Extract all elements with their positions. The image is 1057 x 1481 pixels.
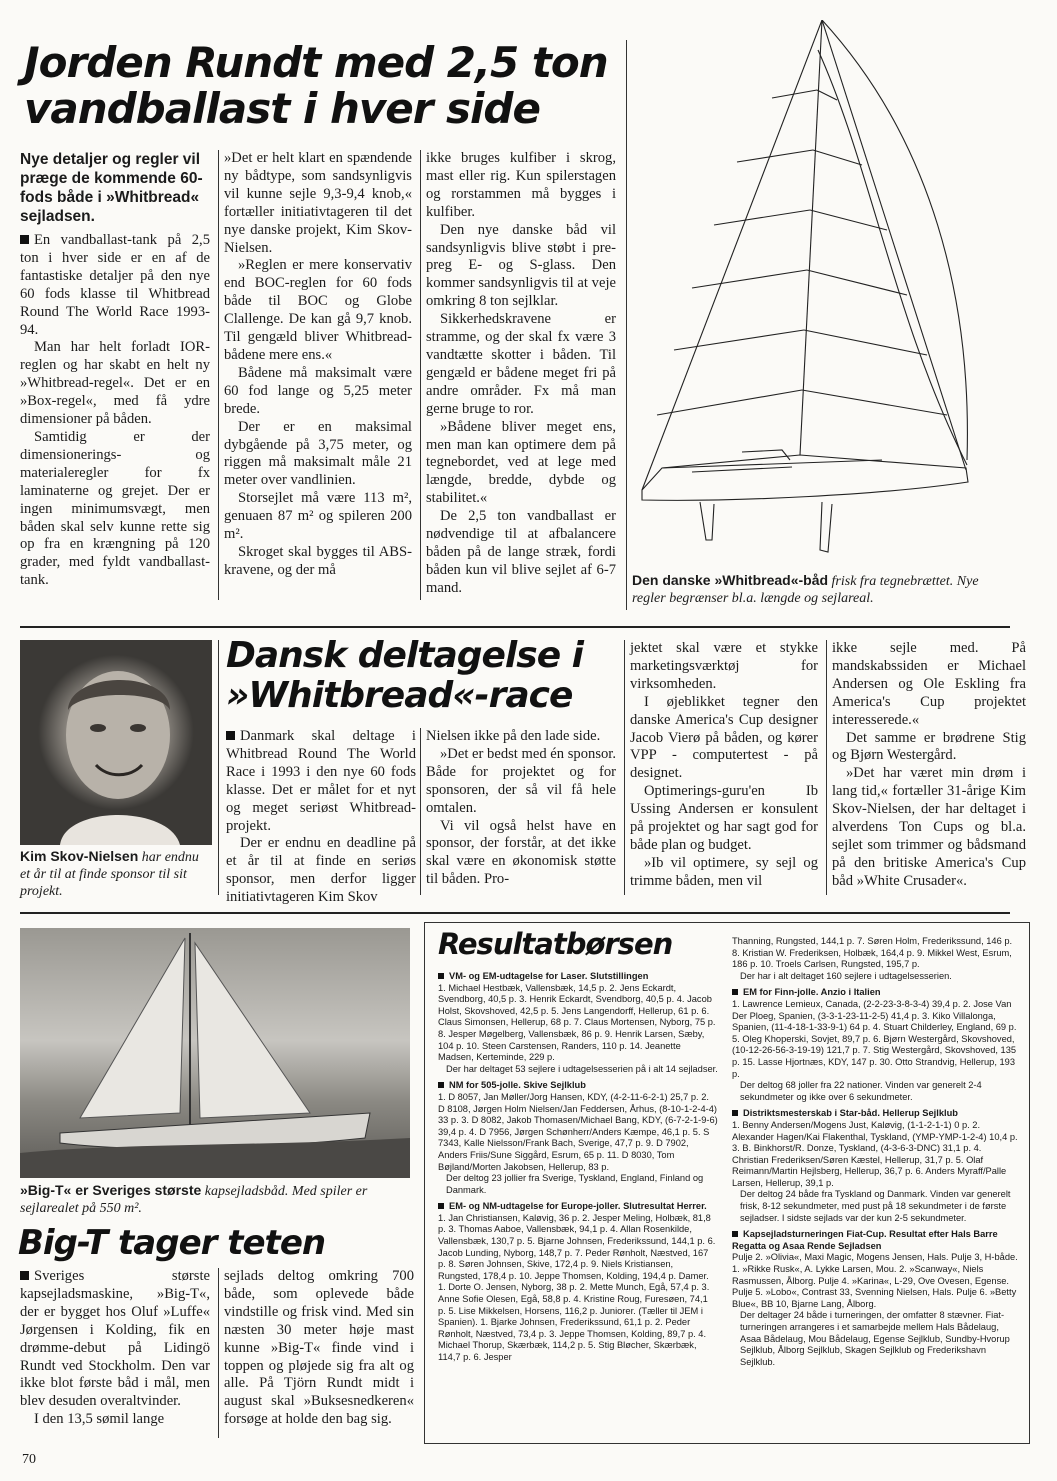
article-2-column-3 (630, 640, 818, 891)
column-rule (218, 150, 219, 600)
result-text: 1. Benny Andersen/Mogens Just, Kaløvig, (1-1-2-1-1) 0 p. 2. Alexander Hagen/Kai Flakenthal, Tyskland, (YMP-YMP-1-2-4) 10,4 p. 3. B. Binkhorst/R. Donze, Tyskland, (4-3-6-3-DNC) 31,1 p. 4. Christian Frederiksen/Søren Kæstel, Hellerup, 31,7 p. 5. Olaf Reimann/Martin Hejlsberg, Hellerup, 36,7 p. 6. Anders Myraff/Palle Larsen, Hellerup, 39,1 p. (732, 1119, 1018, 1188)
bullet-square-icon (438, 1203, 444, 1209)
paragraph: ikke sejle med. På mandskabssiden er Michael Andersen og Ole Eskling fra America's Cup projektet interesserede.« (832, 640, 1026, 728)
result-text: 1. D 8057, Jan Møller/Jorg Hansen, KDY, (4-2-11-6-2-1) 25,7 p. 2. D 8108, Jørgen Holm Nielsen/Jan Feddersen, Århus, (8-10-1-2-4-4) 33 p. 3. D 8082, Jakob Thomasen/Michael Bang, KDY, (6-7-2-1-9-6) 39,4 p. 4. D 7956, Jørgen Schønherr/Anders Kæmpe, 46,1 p. 5. S 7343, Kalle Nielsson/Frank Bach, Sverige, 47,7 p. 9. D 7902, Anders Friis/Sune Siggård, Esrum, 65 p. 11. D 8030, Tom Bøjland/Morten Jakobsen, Hellerup, 83 p. (438, 1091, 718, 1172)
caption-italic: frisk fra tegnebrættet. Nye regler begrænser bl.a. længde og sejlareal. (632, 574, 979, 606)
paragraph: sejlads deltog omkring 700 både, som oplevede både vindstille og frisk vind. Med sin næsten 30 meter høje mast kunne »Big-T« finde vind i toppen og pløjede sig fra alt og alle. På Tjörn Rundt midt i august skal »Buksesnedkeren« forsøge at holde den bag sig. (224, 1268, 414, 1428)
result-text: Pulje 2. »Olivia«, Maxi Magic, Mogens Jensen, Hals. Pulje 3, H-både. 1. »Rikke Rusk«, A. Lykke Larsen, Mou. 2. »Scanway«, Niels Rasmussen, Ålborg. Pulje 4. »Karina«, L-29, Ove Ovesen, Egense. Pulje 5. »Lobo«, Contrast 33, Svenning Nielsen, Hals. Pulje 6. »Betty Blue«, BB 10, Bjarne Lang, Ålborg. (732, 1252, 1018, 1309)
result-note: Der deltog 24 både fra Tyskland og Danmark. Vinden var generelt frisk, 8-12 sekundmeter, med pust på 18 sekundmeter i de første sejladser. I sidste sejlads var der kun 2-5 sekundmeter. (740, 1189, 1011, 1223)
article-3-column-2 (224, 1268, 414, 1429)
result-note: Der har i alt deltaget 160 sejlere i udtagelsesserien. (740, 970, 952, 981)
result-note: Der har deltaget 53 sejlere i udtagelsesserien på i alt 14 sejladser. (446, 1063, 718, 1074)
paragraph: Det samme er brødrene Stig og Bjørn Westergård. (832, 729, 1026, 764)
bullet-square-icon (20, 1271, 29, 1280)
paragraph: I den 13,5 sømil lange (34, 1411, 165, 1428)
boat-drawing-caption (632, 572, 992, 607)
article-1-headline (24, 38, 634, 133)
page-number: 70 (22, 1452, 36, 1467)
boat-line-drawing (632, 20, 992, 570)
article-2-headline (226, 635, 626, 716)
bullet-square-icon (438, 1082, 444, 1088)
headline-line-1: Dansk deltagelse i (226, 635, 583, 676)
result-heading: Kapsejladsturneringen Fiat-Cup. Resultat efter Hals Barre Regatta og Asaa Rende Sejladsen (732, 1229, 998, 1251)
result-note: Der deltager 24 både i turneringen, der omfatter 8 stævner. Fiat-turneringen arrangeres i et samarbejde mellem Hals Bådelaug, Asaa Bådelaug, Mou Bådelaug, Egense Sejlklub, Sundby-Hvorup Sejlklub, Ålborg Sejlklub, Skagen Sejlklub og Frederikshavn Sejlklub. (740, 1310, 1010, 1367)
paragraph: »Reglen er mere konservativ end BOC-reglen for 60 fods både til BOC og Globe Clallenge. De kan gå 9,7 knob. Til gengæld bliver Whitbread-bådene mere ens.« (224, 257, 412, 363)
bullet-square-icon (20, 235, 29, 244)
result-note: Der deltog 68 joller fra 22 nationer. Vinden var generelt 2-4 sekundmeter og ikke over 6 sekundmeter. (740, 1080, 982, 1102)
headline-line-1: Jorden Rundt med 2,5 ton (24, 38, 608, 87)
sailboat-photo-big-t (20, 928, 410, 1178)
caption-italic: har endnu et år til at finde sponsor til sit projekt. (20, 850, 199, 899)
paragraph: »Det er helt klart en spændende ny bådtype, som sandsynligvis vil kunne sejle 9,3-9,4 knob,« fortæller initiativtageren til det nye danske projekt, Kim Skov-Nielsen. (224, 150, 412, 256)
paragraph: Vi vil også helst have en sponsor, der forstår, at det ikke skal være en økonomisk støtte til båden. Pro- (426, 817, 616, 888)
paragraph: I øjeblikket tegner den danske America's Cup designer Jacob Vierø på båden, og kører VPP - computertest - på designet. (630, 693, 818, 782)
article-1-column-1 (20, 232, 210, 590)
article-1-lead: Nye detaljer og regler vil præge de kommende 60-fods både i »Whitbread« sejladsen. (20, 151, 203, 225)
results-column-1 (438, 966, 718, 1364)
paragraph: Sveriges største kapsejladsmaskine, »Big-T«, der er bygget hos Oluf »Luffe« Jørgensen i Kolding, fik en drømme-debut på Lidingö Rundt ved Stockholm. Den var ikke blot første båd i mål, men blev desuden overaltvinder. (20, 1268, 210, 1410)
result-heading: EM- og NM-udtagelse for Europe-joller. Slutresultat Herrer. (438, 1201, 718, 1213)
results-column-2 (732, 936, 1018, 1368)
column-rule (420, 728, 421, 895)
portrait-photo-illustration (20, 640, 212, 845)
result-heading: NM for 505-jolle. Skive Sejlklub (438, 1080, 718, 1092)
portrait-caption (20, 848, 212, 900)
column-rule (218, 1268, 219, 1438)
column-rule (218, 640, 219, 895)
result-text: 1. Lawrence Lemieux, Canada, (2-2-23-3-8-3-4) 39,4 p. 2. Jose Van Der Ploeg, Spanien, (3-3-1-23-11-2-5) 41,4 p. 3. Kiko Villalonga, Spanien, (11-4-18-1-33-9-1) 64 p. 4. Stuart Childerley, England, 69 p. 5. Oleg Khoperski, Sovjet, 89,7 p. 6. Bjørn Westergård, Skovshoved, (10-12-26-56-3-19-19) 121,7 p. 7. Stig Westergård, Skovshoved, 135 p. 15. Lasse Hjortnæs, KDY, 147 p. 30. Otto Strandvig, Hellerup, 193 p. (732, 998, 1017, 1079)
sailboat-photo-caption (20, 1182, 415, 1217)
article-3-column-1 (20, 1268, 210, 1429)
bullet-square-icon (732, 989, 738, 995)
paragraph: jektet skal være et stykke marketingsværktøj for virksomheden. (630, 640, 818, 692)
paragraph: Der er endnu en deadline på et år til at finde en seriøs sponsor, men derfor ligger initiativtageren Kim Skov (226, 835, 416, 906)
paragraph: Den nye danske båd vil sandsynligvis blive støbt i pre-preg E- og S-glass. Den kommer sandsynligvis til at veje omkring 8 ton sejlklar. (426, 221, 616, 310)
paragraph: Nielsen ikke på den lade side. (426, 728, 601, 744)
bullet-square-icon (732, 1110, 738, 1116)
result-text: 1. Jan Christiansen, Kaløvig, 36 p. 2. Jesper Meling, Holbæk, 81,8 p. 3. Thomas Aaboe, Vallensbæk, 94,1 p. 4. Allan Rosenkilde, Vallensbæk, 130,7 p. 5. Bjarne Johnsen, Frederikssund, 144,1 p. 6. Jacob Lunding, Nyborg, 148,7 p. 7. Peder Rønholt, Næstved, 167 p. 8. Søren Johnsen, Skive, 172,4 p. 9. Niels Kristiansen, Rungsted, 178,4 p. 10. Jeppe Thomsen, Kolding, 194,4 p. Damer. 1. Dorte O. Jensen, Nyborg, 38 p. 2. Mette Munch, Egå, 57,4 p. 3. Anne Sofie Olesen, Egå, 58,8 p. 4. Kristine Roug, Furesøen, 74,1 p. 5. Lise Mikkelsen, Horsens, 116,2 p. Juniorer. (Tæller til JEM i Spanien). 1. Bjarke Johnsen, Frederikssund, 61,1 p. 2. Peder Rønholt, Næstved, 73,4 p. 3. Jeppe Thomsen, Kolding, 89,7 p. 4. Michael Thorup, Skærbæk, 114,2 p. 5. Stig Bløcher, Skærbæk, 114,7 p. 6. Jesper (438, 1212, 716, 1362)
paragraph: Man har helt forladt IOR-reglen og har skabt en helt ny »Whitbread-regel«. Det er en »Box-regel«, med få ydre dimensioner på båden. (20, 339, 210, 428)
bullet-square-icon (732, 1231, 738, 1237)
caption-bold: Kim Skov-Nielsen (20, 848, 139, 864)
result-note: Der deltog 23 jollier fra Sverige, Tyskland, England, Finland og Danmark. (446, 1173, 704, 1195)
results-title: Resultatbørsen (438, 927, 673, 961)
column-rule (826, 640, 827, 895)
article-2-column-4 (832, 640, 1026, 891)
paragraph: Skroget skal bygges til ABS-kravene, og der må (224, 543, 412, 578)
result-text: Thanning, Rungsted, 144,1 p. 7. Søren Holm, Frederikssund, 146 p. 8. Kristian W. Frederiksen, Holbæk, 164,4 p. 9. Mikkel West, Esrum, 186 p. 10. Troels Carlsen, Rungsted, 195,7 p. (732, 936, 1013, 970)
result-heading: Distriktsmesterskab i Star-båd. Hellerup Sejlklub (732, 1108, 1018, 1120)
result-text: 1. Michael Hestbæk, Vallensbæk, 14,5 p. 2. Jens Eckardt, Svendborg, 40,5 p. 3. Henrik Eckardt, Svendborg, 40,5 p. 4. Jacob Holst, Skovshoved, 42,5 p. 5. Jens Langendorff, Hellerup, 61 p. 6. Claus Simonsen, Hellerup, 68 p. 7. Claus Mortensen, Nyborg, 75 p. 8. Jesper Møgelberg, Vallensbæk, 86 p. 9. Henrik Larsen, Sæby, 104 p. 10. Steen Carstensen, Randers, 110 p. 14. Jeanette Madsen, Kerteminde, 229 p. (438, 982, 716, 1063)
caption-bold: »Big-T« er Sveriges største (20, 1182, 202, 1198)
article-2-column-1 (226, 728, 416, 907)
paragraph: Sikkerhedskravene er stramme, og der skal fx være 3 vandtætte skotter i båden. Til gengæld er bådene meget fri på andre områder. Fx må man gerne bruge to ror. (426, 311, 616, 417)
paragraph: »Ib vil optimere, sy sejl og trimme båden, men vil (630, 854, 818, 889)
paragraph: Optimerings-guru'en Ib Ussing Andersen er konsulent på projektet og har sagt god for både plan og budget. (630, 783, 818, 853)
section-divider (20, 912, 1010, 914)
paragraph: En vandballast-tank på 2,5 ton i hver side er en af de fantastiske detaljer på den nye 60 fods klasse til Whitbread Round The World Race 1993-94. (20, 232, 210, 338)
headline-line-2: »Whitbread«-race (226, 675, 573, 716)
paragraph: »Det er bedst med én sponsor. Både for projektet og for sponsoren, der så vil få hele omtalen. (426, 745, 616, 816)
section-divider (20, 626, 1010, 628)
paragraph: ikke bruges kulfiber i skrog, mast eller rig. Kun spilerstagen og rorstammen må bygges i kulfiber. (426, 150, 616, 220)
article-1-column-2 (224, 150, 412, 580)
paragraph: De 2,5 ton vandballast er nødvendige til at afbalancere båden på de lange stræk, fordi båden kun vil blive sejlet af 6-7 mand. (426, 508, 616, 596)
article-3-headline: Big-T tager teten (18, 1223, 326, 1263)
paragraph: »Bådene bliver meget ens, men man kan optimere dem på tegnebordet, ved at lege med længde, bredde, dybde og stabilitet.« (426, 418, 616, 507)
article-1-column-3 (426, 150, 616, 598)
sailboat-photo-illustration (20, 928, 410, 1178)
bullet-square-icon (438, 973, 444, 979)
paragraph: Bådene må maksimalt være 60 fod lange og 5,25 meter brede. (224, 364, 412, 417)
paragraph: »Det har været min drøm i lang tid,« fortæller 31-årige Kim Skov-Nielsen, der har deltaget i alverdens Ton Cups og bl.a. sejlet som trimmer og bådsmand på den britiske America's Cup båd »White Crusader«. (832, 765, 1026, 889)
result-heading: VM- og EM-udtagelse for Laser. Slutstillingen (438, 971, 718, 983)
column-rule (626, 40, 627, 610)
paragraph: Samtidig er der dimensionerings- og materialeregler for fx laminaterne og grejet. Der er ingen minimumsvægt, men båden skal selv kunne rette sig op fra en krængning på 120 grader, med fyldt vandballast-tank. (20, 428, 210, 589)
paragraph: Der er en maksimal dybgående på 3,75 meter, og riggen må maksimalt måle 21 meter over vandlinien. (224, 418, 412, 489)
result-heading: EM for Finn-jolle. Anzio i Italien (732, 987, 1018, 999)
bullet-square-icon (226, 731, 235, 740)
portrait-photo-kim-skov-nielsen (20, 640, 212, 845)
paragraph: Danmark skal deltage i Whitbread Round The World Race i 1993 i den nye 60 fods klasse. Det er målet for et nyt og meget seriøst Whitbread-projekt. (226, 728, 416, 834)
caption-italic: kapsejladsbåd. Med spiler er sejlarealet på 550 m². (20, 1184, 368, 1216)
column-rule (624, 640, 625, 895)
caption-bold: Den danske »Whitbread«-båd (632, 572, 829, 588)
headline-line-2: vandballast i hver side (24, 84, 540, 133)
article-2-column-2 (426, 728, 616, 889)
column-rule (420, 150, 421, 600)
paragraph: Storsejlet må være 113 m², genuaen 87 m² og spileren 200 m². (224, 490, 412, 543)
